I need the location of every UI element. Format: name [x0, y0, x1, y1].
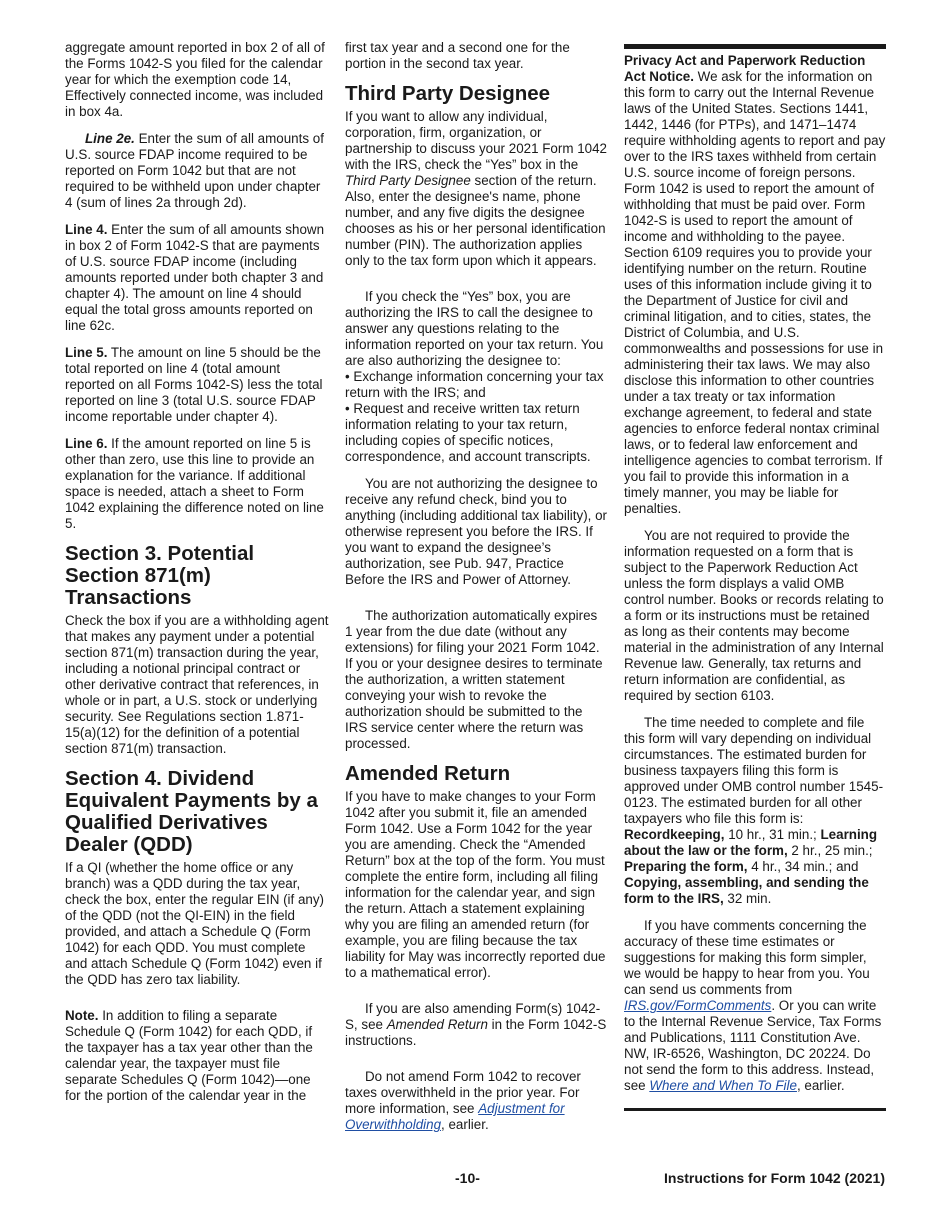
- third-party-designee-heading: Third Party Designee: [345, 82, 551, 105]
- paragraph-line-6: [65, 436, 329, 532]
- adjustment-for-overwithholding-link[interactable]: Adjustment for Overwithholding: [345, 1101, 565, 1132]
- column-left: [65, 40, 329, 1115]
- line-4-text: Enter the sum of all amounts shown in box 2 of Form 1042-S that are payments of U.S. source FDAP income (including amounts reported under both chapter 3 and chapter 4). The amount on line 4 should equal the total gross amounts reported on line 62c.: [65, 222, 325, 333]
- paragraph: first tax year and a second one for the portion in the second tax year.: [345, 40, 570, 71]
- list-item: • Exchange information concerning your tax return with the IRS; and: [345, 369, 604, 400]
- amended-return-text: If you have to make changes to your Form 1042 after you submit it, file an amended Form 1042. Use a Form 1042 for the year you are amending. Check the “Amended Return” box at the top of the form. You must complete the entire form, including all filing information for the calendar year, and sign the return. Attach a statement explaining why you are filing an amended return (for example, you are filing because the tax liability for May was incorrectly reported due to a mathematical error).: [345, 789, 606, 980]
- paragraph: The authorization automatically expires 1 year from the due date (without any extensions) for filing your 2021 Form 1042. If you or your designee desires to terminate the authorization, a written statement conveying your wish to revoke the authorization should be submitted to the IRS service center where the return was processed.: [345, 608, 603, 751]
- column-right: [624, 40, 886, 1111]
- form-comments-link[interactable]: IRS.gov/FormComments: [624, 998, 772, 1013]
- divider: [624, 44, 886, 49]
- comments-paragraph: If you have comments concerning the accuracy of these time estimates or suggestions for making this form simpler, we would be happy to hear from you. You can send us comments from IRS.gov/FormComments. Or you can write to the Internal Revenue Service, Tax Forms and Publications, 1111 Constitution Ave. NW, IR-6526, Washington, DC 20224. Do not send the form to this address. Instead, see Where and When To File, earlier.: [624, 918, 882, 1093]
- divider: [624, 1108, 886, 1111]
- line-5-label: Line 5.: [65, 345, 108, 360]
- paragraph-line-5: [65, 345, 329, 425]
- list-item: • Request and receive written tax return information relating to your tax return, including copies of specific notices, correspondence, and account transcripts.: [345, 401, 591, 464]
- third-party-designee-text: If you want to allow any individual, corporation, firm, organization, or partnership to discuss your 2021 Form 1042 with the IRS, check the “Yes” box in the Third Party Designee section of the return. Also, enter the designee's name, phone number, and any five digits the designee chooses as his or her personal identification number (PIN). The authorization applies only to the tax form upon which it appears.: [345, 109, 608, 268]
- section-4-heading: Section 4. Dividend Equivalent Payments by a Qualified Derivatives Dealer (QDD): [65, 767, 318, 856]
- where-and-when-to-file-link[interactable]: Where and When To File: [649, 1078, 797, 1093]
- document-title: Instructions for Form 1042 (2021): [664, 1170, 885, 1186]
- line-2e-text: Enter the sum of all amounts of U.S. source FDAP income required to be reported on Form 1042 but that are not required to be withheld upon under chapter 4 (sum of lines 2a through 2d).: [65, 131, 324, 210]
- line-5-text: The amount on line 5 should be the total reported on line 4 (total amount reported on all Forms 1042-S) less the total reported on line 3 (total U.S. source FDAP income reportable under chapter 4).: [65, 345, 323, 424]
- amended-return-heading: Amended Return: [345, 762, 511, 785]
- privacy-act-heading: Privacy Act and Paperwork Reduction Act Notice.: [624, 53, 866, 84]
- paragraph: If you are also amending Form(s) 1042-S, see Amended Return in the Form 1042-S instructions.: [345, 1001, 607, 1048]
- third-party-designee-authorization: If you check the “Yes” box, you are authorizing the IRS to call the designee to answer any questions relating to the information reported on your tax return. You are also authorizing the designee to:: [345, 289, 604, 368]
- paragraph: aggregate amount reported in box 2 of all of the Forms 1042-S you filed for the calendar year for which the exemption code 14, Effectively connected income, was included in box 4a.: [65, 40, 325, 119]
- note-label: Note.: [65, 1008, 99, 1023]
- page-number: -10-: [455, 1170, 480, 1186]
- paragraph-line-2e: [65, 131, 329, 211]
- note-paragraph: [65, 1008, 329, 1104]
- burden-paragraph: The time needed to complete and file this form will vary depending on individual circumstances. The estimated burden for business taxpayers filing this form is approved under OMB control number 1545-0123. The estimated burden for all other taxpayers who file this form is: Recordkeeping, 10 hr., 31 min.; Learning about the law or the form, 2 hr., 25 min.; Preparing the form, 4 hr., 34 min.; and Copying, assembling, and sending the form to the IRS, 32 min.: [624, 715, 884, 906]
- line-2e-label: Line 2e.: [85, 131, 135, 146]
- note-text: In addition to filing a separate Schedule Q (Form 1042) for each QDD, if the taxpayer has a tax year other than the calendar year, the taxpayer must file separate Schedules Q (Form 1042)—one for the portion of the calendar year in the: [65, 1008, 313, 1103]
- section-3-text: Check the box if you are a withholding agent that makes any payment under a potential section 871(m) transaction during the year, including a notional principal contract or other derivative contract that references, in whole or in part, a U.S. stock or underlying security. See Regulations section 1.871-15(a)(12) for the definition of a potential section 871(m) transaction.: [65, 613, 329, 756]
- column-middle: [345, 40, 607, 1144]
- paragraph: You are not authorizing the designee to receive any refund check, bind you to anything (including additional tax liability), or otherwise represent you before the IRS. If you want to expand the designee’s authorization, see Pub. 947, Practice Before the IRS and Power of Attorney.: [345, 476, 608, 587]
- line-4-label: Line 4.: [65, 222, 108, 237]
- line-6-text: If the amount reported on line 5 is other than zero, use this line to provide an explanation for the variance. If additional space is needed, attach a sheet to Form 1042 explaining the difference noted on line 5.: [65, 436, 324, 531]
- paragraph-line-4: [65, 222, 329, 334]
- section-3-heading: Section 3. Potential Section 871(m) Transactions: [65, 542, 255, 609]
- privacy-act-paragraph: Privacy Act and Paperwork Reduction Act Notice. We ask for the information on this form to carry out the Internal Revenue laws of the United States. Sections 1441, 1442, 1446 (for PTPs), and 1471–1474 require withholding agents to report and pay over to the IRS taxes withheld from certain U.S. source income of foreign persons. Form 1042 is used to report the amount of withholding that must be paid over. Form 1042-S is used to report the amount of income and withholding to the payee. Section 6109 requires you to provide your identifying number on the return. Routine uses of this information include giving it to the Department of Justice for civil and criminal litigation, and to cities, states, the District of Columbia, and U.S. commonwealths and possessions for use in administering their tax laws. We may also disclose this information to other countries under a tax treaty or tax information exchange agreement, to federal and state agencies to enforce federal nontax criminal laws, or to federal law enforcement and intelligence agencies to combat terrorism. If you fail to provide this information in a timely manner, you may be liable for penalties.: [624, 53, 886, 516]
- section-4-text: If a QI (whether the home office or any branch) was a QDD during the tax year, check the box, enter the regular EIN (if any) of the QDD (not the QI-EIN) in the field provided, and attach a Schedule Q (Form 1042) for each QDD. You must complete and attach Schedule Q (Form 1042) even if the QDD has zero tax liability.: [65, 860, 325, 987]
- line-6-label: Line 6.: [65, 436, 108, 451]
- paragraph: You are not required to provide the information requested on a form that is subject to the Paperwork Reduction Act unless the form displays a valid OMB control number. Books or records relating to a form or its instructions must be retained as long as their contents may become material in the administration of any Internal Revenue law. Generally, tax returns and return information are confidential, as required by section 6103.: [624, 528, 884, 703]
- paragraph: Do not amend Form 1042 to recover taxes overwithheld in the prior year. For more information, see Adjustment for Overwithholding, earlier.: [345, 1069, 581, 1132]
